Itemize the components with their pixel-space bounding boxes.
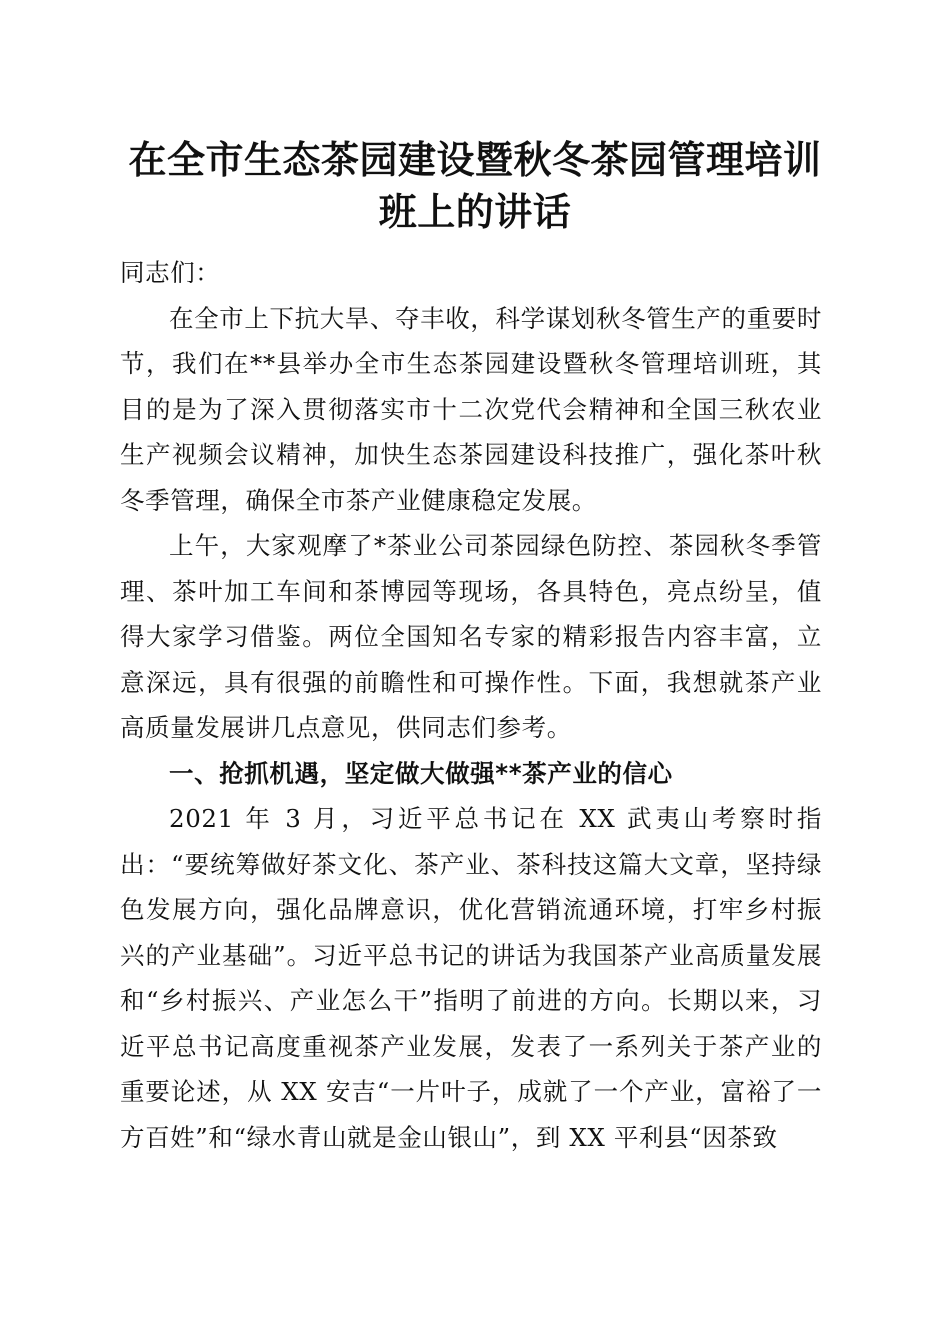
salutation: 同志们： (120, 258, 221, 287)
document-title: 在全市生态茶园建设暨秋冬茶园管理培训班上的讲话 (128, 137, 822, 234)
document-body (120, 250, 822, 1160)
section-paragraph: 2021 年 3 月，习近平总书记在 XX 武夷山考察时指出：“要统筹做好茶文化、茶产业、茶科技这篇大文章，坚持绿色发展方向，强化品牌意识，优化营销流通环境，打牢乡村振兴的产业基础”。习近平总书记的讲话为我国茶产业高质量发展和“乡村振兴、产业怎么干”指明了前进的方向。长期以来，习近平总书记高度重视茶产业发展，发表了一系列关于茶产业的重要论述，从 XX 安吉“一片叶子，成就了一个产业，富裕了一方百姓”和“绿水青山就是金山银山”，到 XX 平利县“因茶致 (120, 804, 822, 1152)
paragraph-1: 在全市上下抗大旱、夺丰收，科学谋划秋冬管生产的重要时节，我们在**县举办全市生态茶园建设暨秋冬管理培训班，其目的是为了深入贯彻落实市十二次党代会精神和全国三秋农业生产视频会议精神，加快生态茶园建设科技推广，强化茶叶秋冬季管理，确保全市茶产业健康稳定发展。 (120, 303, 822, 515)
paragraph-2: 上午，大家观摩了*茶业公司茶园绿色防控、茶园秋冬季管理、茶叶加工车间和茶博园等现场，各具特色，亮点纷呈，值得大家学习借鉴。两位全国知名专家的精彩报告内容丰富，立意深远，具有很强的前瞻性和可操作性。下面，我想就茶产业高质量发展讲几点意见，供同志们参考。 (120, 531, 822, 742)
section-heading: 一、抢抓机遇，坚定做大做强**茶产业的信心 (169, 758, 673, 788)
